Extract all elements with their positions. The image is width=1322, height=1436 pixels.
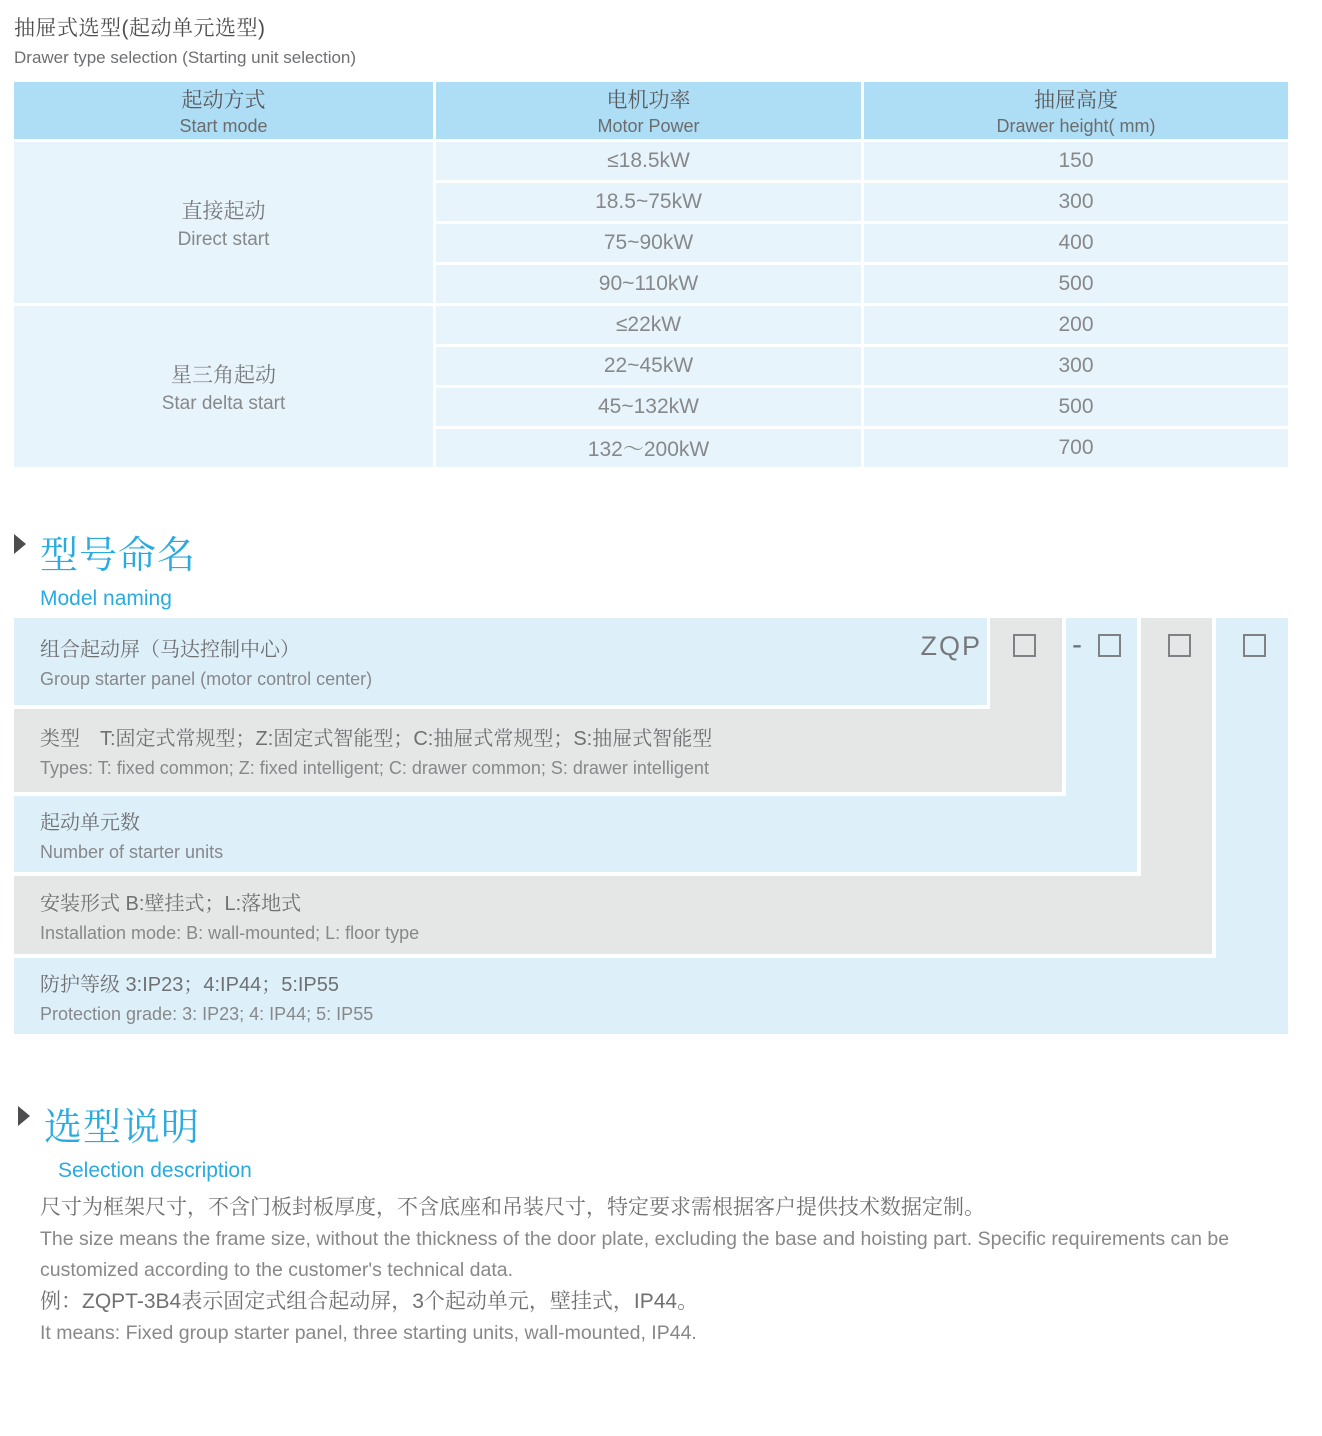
power-height-rows	[436, 142, 1288, 467]
example-paragraph-zh: 例：ZQPT-3B4表示固定式组合起动屏，3个起动单元，壁挂式，IP44。	[40, 1290, 699, 1313]
naming-row-en: Installation mode: B: wall-mounted; L: floor type	[40, 922, 420, 943]
height-cell: 200	[864, 306, 1288, 344]
height-cell: 300	[864, 347, 1288, 385]
triangle-bullet-icon	[14, 534, 26, 554]
column-header-drawer-height	[864, 82, 1288, 139]
table-row	[436, 347, 1288, 385]
drawer-selection-table	[14, 82, 1288, 467]
mode-zh: 星三角起动	[171, 363, 276, 387]
power-cell: ≤18.5kW	[436, 142, 861, 180]
naming-row-installation-mode	[14, 876, 1212, 954]
naming-row-en: Group starter panel (motor control center)	[40, 669, 373, 689]
triangle-bullet-icon	[18, 1106, 30, 1126]
naming-row-en: Types: T: fixed common; Z: fixed intelligent; C: drawer common; S: drawer intelligent	[40, 758, 709, 778]
mode-en: Direct start	[177, 228, 270, 250]
height-cell: 500	[864, 265, 1288, 303]
mode-en: Star delta start	[161, 392, 286, 414]
page-title-zh: 抽屉式选型(起动单元选型)	[14, 17, 266, 40]
start-mode-column	[14, 142, 433, 467]
mode-zh: 直接起动	[181, 199, 266, 223]
column-header-start-mode	[14, 82, 433, 139]
naming-row-en: Number of starter units	[40, 841, 224, 862]
table-row	[436, 224, 1288, 262]
table-row	[436, 142, 1288, 180]
code-box-protection	[1243, 634, 1266, 657]
power-cell: 45~132kW	[436, 388, 861, 426]
height-cell: 300	[864, 183, 1288, 221]
naming-row-en: Protection grade: 3: IP23; 4: IP44; 5: IP55	[40, 1003, 374, 1024]
section-title-en: Selection description	[58, 1159, 252, 1182]
section-heading-selection-description	[18, 1096, 252, 1183]
page-title-en: Drawer type selection (Starting unit selection)	[14, 48, 357, 67]
column-header-zh: 电机功率	[606, 89, 691, 112]
column-header-en: Motor Power	[597, 116, 700, 136]
height-cell: 500	[864, 388, 1288, 426]
power-cell: 90~110kW	[436, 265, 861, 303]
description-paragraph-zh: 尺寸为框架尺寸，不含门板封板厚度，不含底座和吊装尺寸，特定要求需根据客户提供技术数据定制。	[40, 1196, 985, 1219]
height-cell: 400	[864, 224, 1288, 262]
table-row	[436, 183, 1288, 221]
naming-row-zh: 防护等级 3:IP23；4:IP44；5:IP55	[40, 973, 340, 996]
section-title-zh: 选型说明	[44, 1107, 201, 1149]
section-title-en: Model naming	[40, 587, 172, 610]
mode-cell-direct-start	[14, 142, 433, 303]
power-cell: 132～200kW	[436, 429, 861, 467]
table-body	[14, 142, 1288, 467]
naming-row-group-starter-panel	[14, 618, 987, 705]
naming-row-types	[14, 709, 1062, 792]
height-cell: 700	[864, 429, 1288, 467]
column-header-motor-power	[436, 82, 861, 139]
code-box-installation	[1168, 634, 1191, 657]
example-paragraph-en: It means: Fixed group starter panel, three starting units, wall-mounted, IP44.	[40, 1322, 697, 1344]
model-naming-diagram	[14, 618, 1288, 1034]
section-heading-model-naming	[14, 524, 196, 611]
description-paragraph-en: The size means the frame size, without the thickness of the door plate, excluding the base and hoisting part. Specific requirements can be customized according to the customer's technical data.	[40, 1228, 1230, 1281]
column-header-zh: 抽屉高度	[1034, 89, 1118, 112]
height-cell: 150	[864, 142, 1288, 180]
table-row	[436, 306, 1288, 344]
dash-mark: -	[1072, 628, 1082, 661]
column-header-en: Drawer height( mm)	[996, 116, 1156, 136]
section-title-zh: 型号命名	[40, 535, 197, 577]
power-cell: 18.5~75kW	[436, 183, 861, 221]
code-box-units	[1098, 634, 1121, 657]
naming-row-zh: 类型 T:固定式常规型；Z:固定式智能型；C:抽屉式常规型；S:抽屉式智能型	[40, 728, 713, 750]
naming-row-zh: 安装形式 B:壁挂式；L:落地式	[40, 892, 302, 915]
model-code-prefix: ZQP	[920, 631, 982, 661]
column-header-en: Start mode	[179, 116, 268, 136]
power-cell: 22~45kW	[436, 347, 861, 385]
power-cell: ≤22kW	[436, 306, 861, 344]
table-header-row	[14, 82, 1288, 139]
mode-cell-star-delta-start	[14, 306, 433, 467]
table-row	[436, 388, 1288, 426]
table-row	[436, 429, 1288, 467]
page-title	[14, 12, 356, 68]
selection-description-text	[40, 1192, 1292, 1349]
naming-row-zh: 起动单元数	[40, 811, 140, 834]
code-box-type	[1013, 634, 1036, 657]
table-row	[436, 265, 1288, 303]
naming-row-protection-grade	[14, 958, 1288, 1034]
column-header-zh: 起动方式	[181, 89, 266, 112]
power-cell: 75~90kW	[436, 224, 861, 262]
naming-row-zh: 组合起动屏（马达控制中心）	[40, 639, 300, 661]
naming-row-starter-units	[14, 796, 1137, 872]
